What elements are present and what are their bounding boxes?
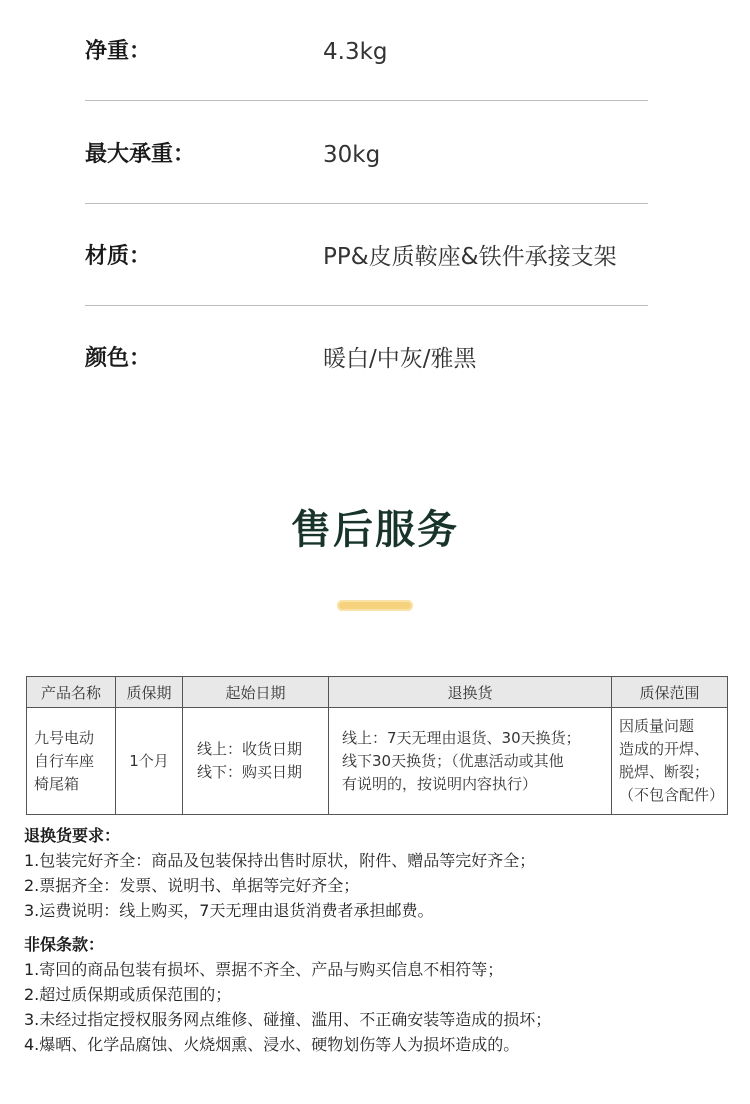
product-name-cell [27,708,116,815]
cell-line: 线上：收货日期 [197,740,303,758]
title-accent-bar [337,600,413,611]
spec-value: 30kg [323,142,381,168]
warranty-period-cell: 1个月 [116,708,183,815]
table-header-cell: 质保范围 [612,677,728,708]
cell-line: 脱焊、断裂； [619,763,710,781]
spec-label: 最大承重： [85,142,196,167]
table-header-cell: 退换货 [329,677,612,708]
spec-row-material [85,237,648,277]
spec-label: 颜色： [85,346,152,371]
spec-row-net-weight [85,32,648,72]
spec-label: 净重： [85,39,152,64]
divider [85,305,648,306]
non-warranty-heading: 非保条款： [24,935,105,954]
cell-line: 九号电动 [34,728,95,747]
table-row [27,708,728,815]
cell-line: 因质量问题 [619,717,695,735]
list-item: 2.超过质保期或质保范围的； [24,985,232,1004]
divider [85,203,648,204]
table-header-cell: 起始日期 [183,677,329,708]
warranty-table [26,676,728,815]
section-title: 售后服务 [291,507,459,553]
cell-line: 线下：购买日期 [197,763,303,781]
table-header-cell: 产品名称 [27,677,116,708]
spec-value: 暖白/中灰/雅黑 [323,346,477,372]
spec-value: 4.3kg [323,39,388,65]
cell-line: （不包含配件） [619,786,725,804]
table-header-cell: 质保期 [116,677,183,708]
cell-line: 自行车座 [34,751,95,770]
returns-cell [329,708,612,815]
table-header-row [27,677,728,708]
list-item: 3.未经过指定授权服务网点维修、碰撞、滥用、不正确安装等造成的损坏； [24,1010,552,1029]
list-item: 1.包装完好齐全：商品及包装保持出售时原状，附件、赠品等完好齐全； [24,851,536,870]
divider [85,100,648,101]
return-requirements-heading: 退换货要求： [24,826,121,845]
list-item: 1.寄回的商品包装有损坏、票据不齐全、产品与购买信息不相符等； [24,960,504,979]
cell-line: 椅尾箱 [34,774,80,793]
spec-value: PP&皮质鞍座&铁件承接支架 [323,244,617,270]
list-item: 3.运费说明：线上购买，7天无理由退货消费者承担邮费。 [24,901,434,920]
return-requirements [24,823,724,923]
spec-row-max-load [85,135,648,175]
spec-label: 材质： [85,244,152,269]
cell-line: 造成的开焊、 [619,740,710,758]
list-item: 4.爆晒、化学品腐蚀、火烧烟熏、浸水、硬物划伤等人为损坏造成的。 [24,1035,520,1054]
list-item: 2.票据齐全：发票、说明书、单据等完好齐全； [24,876,360,895]
non-warranty-terms [24,932,724,1057]
cell-line: 线上：7天无理由退货、30天换货； [342,728,581,747]
cell-line: 有说明的，按说明内容执行） [342,774,538,793]
start-date-cell [183,708,329,815]
spec-row-color [85,339,648,379]
warranty-scope-cell [612,708,728,815]
cell-line: 线下30天换货；（优惠活动或其他 [342,751,564,770]
